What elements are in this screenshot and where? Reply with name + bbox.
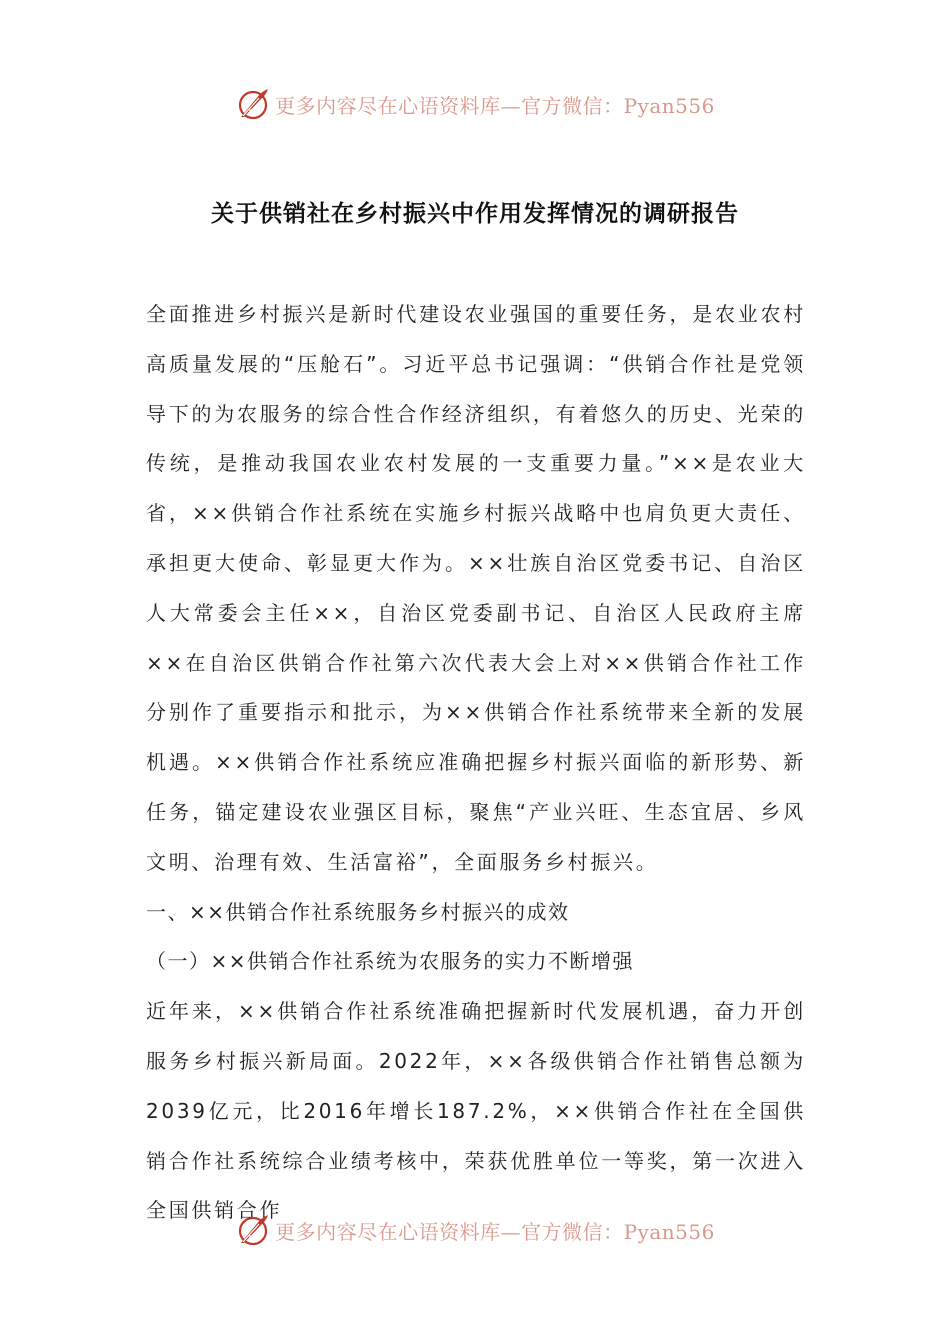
body-paragraph: 近年来，××供销合作社系统准确把握新时代发展机遇，奋力开创服务乡村振兴新局面。2022年，××各级供销合作社销售总额为2039亿元，比2016年增长187.2%，××供销合作社在全国供销合作社系统综合业绩考核中，荣获优胜单位一等奖，第一次进入全国供销合作: [146, 999, 806, 1223]
watermark-text: 更多内容尽在心语资料库—官方微信：Pyan556: [275, 1219, 715, 1244]
quill-pen-logo-icon: [235, 86, 271, 122]
watermark-text: 更多内容尽在心语资料库—官方微信：Pyan556: [275, 93, 715, 118]
quill-pen-logo-icon: [235, 1212, 271, 1248]
watermark-header: [0, 84, 950, 124]
subsection-heading: （一）××供销合作社系统为农服务的实力不断增强: [146, 949, 635, 974]
document-title: 关于供销社在乡村振兴中作用发挥情况的调研报告: [211, 201, 739, 228]
document-body: [146, 290, 806, 1236]
watermark-footer: [0, 1210, 950, 1250]
section-heading: 一、××供销合作社系统服务乡村振兴的成效: [146, 899, 570, 924]
intro-paragraph: 全面推进乡村振兴是新时代建设农业强国的重要任务，是农业农村高质量发展的“压舱石”。习近平总书记强调：“供销合作社是党领导下的为农服务的综合性合作经济组织，有着悠久的历史、光荣的传统，是推动我国农业农村发展的一支重要力量。”××是农业大省，××供销合作社系统在实施乡村振兴战略中也肩负更大责任、承担更大使命、彰显更大作为。××壮族自治区党委书记、自治区人大常委会主任××，自治区党委副书记、自治区人民政府主席××在自治区供销合作社第六次代表大会上对××供销合作社工作分别作了重要指示和批示，为××供销合作社系统带来全新的发展机遇。××供销合作社系统应准确把握乡村振兴面临的新形势、新任务，锚定建设农业强区目标，聚焦“产业兴旺、生态宜居、乡风文明、治理有效、生活富裕”，全面服务乡村振兴。: [146, 302, 806, 874]
